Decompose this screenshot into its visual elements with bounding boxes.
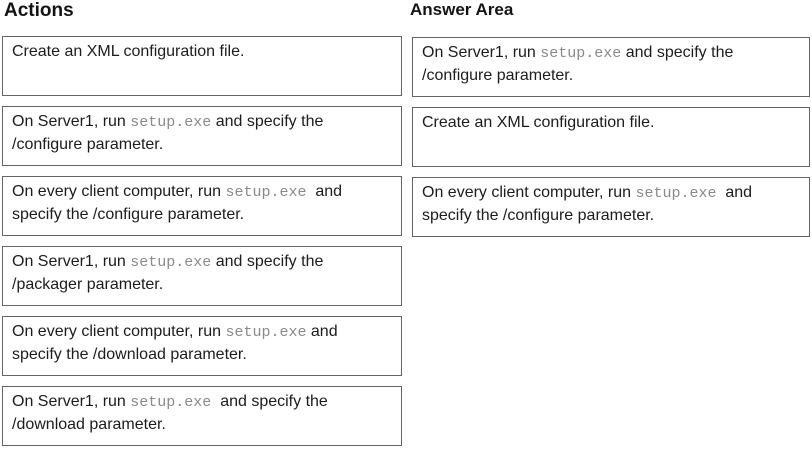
card-text-line — [12, 251, 393, 274]
action-card[interactable] — [2, 176, 402, 236]
card-text-line — [422, 42, 801, 65]
plain-text: and specify the — [211, 113, 324, 130]
plain-text: /configure parameter. — [12, 136, 164, 153]
answer-card[interactable] — [412, 177, 810, 237]
plain-text: and specify the — [211, 393, 328, 410]
answer-card[interactable] — [412, 37, 810, 97]
plain-text: and — [306, 183, 343, 200]
plain-text: On every client computer, run — [12, 183, 226, 200]
card-text-line — [12, 134, 393, 156]
plain-text: specify the /configure parameter. — [422, 207, 655, 224]
card-text-line — [12, 274, 393, 296]
plain-text: /download parameter. — [12, 416, 166, 433]
card-text-line — [422, 112, 801, 134]
code-text: setup.exe — [540, 45, 622, 62]
code-text: setup.exe — [130, 114, 212, 131]
card-text-line — [12, 181, 393, 204]
plain-text: /configure parameter. — [422, 67, 574, 84]
plain-text: and specify the — [621, 44, 734, 61]
answer-card[interactable] — [412, 107, 810, 167]
plain-text: specify the /download parameter. — [12, 346, 247, 363]
plain-text: and — [306, 323, 338, 340]
card-text-line — [12, 41, 393, 63]
code-text: setup.exe — [225, 324, 307, 341]
action-card[interactable] — [2, 246, 402, 306]
card-text-line — [12, 204, 393, 226]
code-text: setup.exe — [130, 254, 212, 271]
plain-text: Create an XML configuration file. — [12, 43, 245, 60]
card-text-line — [422, 65, 801, 87]
answer-area-title: Answer Area — [410, 0, 514, 19]
card-text-line — [12, 391, 393, 414]
card-text-line — [422, 182, 801, 205]
plain-text: and specify the — [211, 253, 324, 270]
action-card[interactable] — [2, 316, 402, 376]
answer-area-list — [412, 37, 810, 237]
plain-text: /packager parameter. — [12, 276, 164, 293]
plain-text: specify the /configure parameter. — [12, 206, 245, 223]
plain-text: On Server1, run — [12, 393, 131, 410]
action-card[interactable] — [2, 106, 402, 166]
code-text: setup.exe — [635, 185, 717, 202]
card-text-line — [12, 111, 393, 134]
actions-list — [2, 36, 402, 446]
action-card[interactable] — [2, 36, 402, 96]
card-text-line — [12, 414, 393, 436]
code-text: setup.exe — [130, 394, 212, 411]
plain-text: Create an XML configuration file. — [422, 114, 655, 131]
code-text: setup.exe — [225, 184, 307, 201]
card-text-line — [12, 344, 393, 366]
actions-panel-title: Actions — [4, 0, 74, 21]
action-card[interactable] — [2, 386, 402, 446]
card-text-line — [12, 321, 393, 344]
plain-text: On Server1, run — [422, 44, 541, 61]
plain-text: and — [716, 184, 753, 201]
plain-text: On Server1, run — [12, 113, 131, 130]
card-text-line — [422, 205, 801, 227]
plain-text: On Server1, run — [12, 253, 131, 270]
plain-text: On every client computer, run — [422, 184, 636, 201]
plain-text: On every client computer, run — [12, 323, 226, 340]
